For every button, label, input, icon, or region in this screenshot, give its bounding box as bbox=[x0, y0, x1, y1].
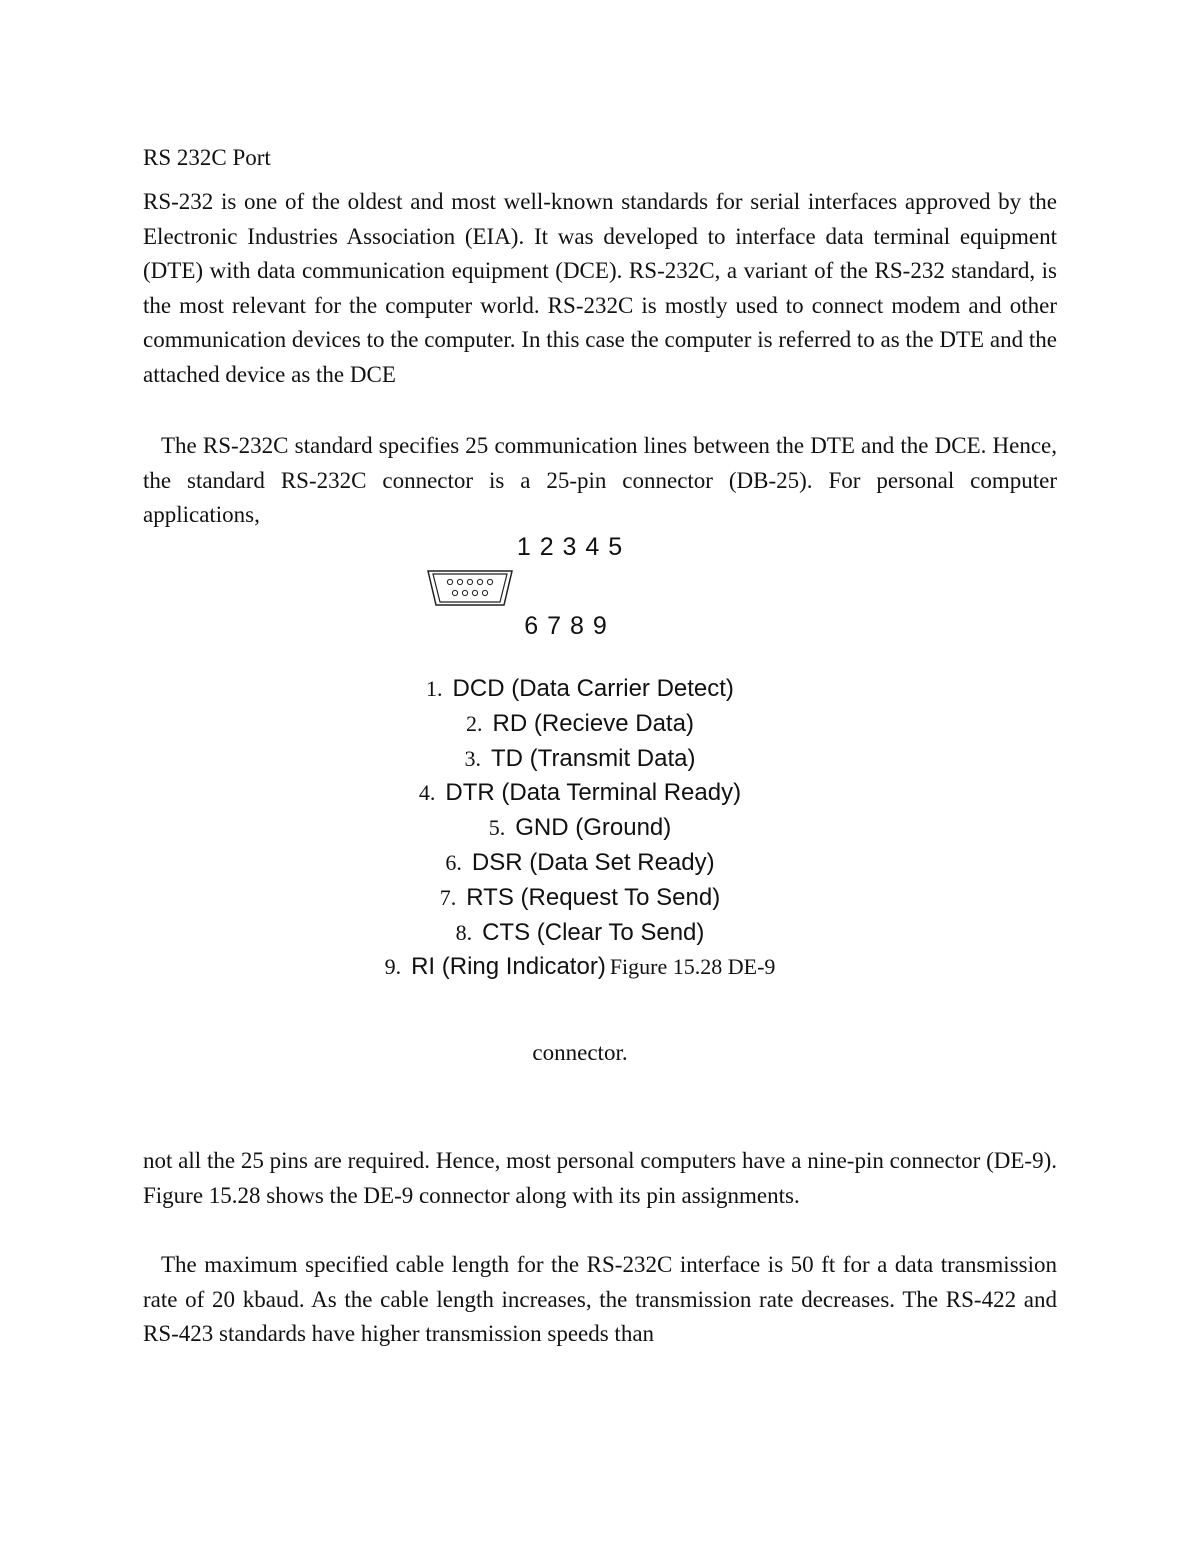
pin-numbers-top: 1 2 3 4 5 bbox=[516, 533, 624, 561]
list-item bbox=[160, 776, 1000, 811]
list-item-number: 2. bbox=[466, 710, 483, 736]
pin-hole bbox=[487, 579, 492, 584]
pin-numbers-bottom: 6 7 8 9 bbox=[524, 612, 608, 640]
list-item-number: 9. bbox=[384, 954, 402, 980]
pin-hole bbox=[447, 579, 452, 584]
paragraph-db25: The RS-232C standard specifies 25 communication lines between the DTE and the DCE. Hence, the standard RS-232C connector is a 25-pin connector (DB-25). For personal computer applications, bbox=[143, 433, 1057, 528]
list-item-number: 6. bbox=[445, 849, 462, 875]
connector-shell bbox=[428, 571, 512, 605]
pin-hole bbox=[472, 590, 477, 595]
figure-caption-continued: connector. bbox=[532, 1040, 628, 1065]
page-title: RS 232C Port bbox=[143, 145, 271, 170]
de9-connector-icon bbox=[424, 565, 516, 611]
list-item bbox=[160, 672, 1000, 707]
list-item-label: DTR (Data Terminal Ready) bbox=[445, 779, 742, 807]
connector-inner-shell bbox=[433, 574, 507, 602]
list-item-number: 7. bbox=[439, 884, 457, 910]
list-item-label: RI (Ring Indicator) bbox=[411, 953, 606, 981]
list-item-number: 8. bbox=[455, 919, 473, 945]
list-item-label: RTS (Request To Send) bbox=[466, 883, 721, 911]
list-item-label: CTS (Clear To Send) bbox=[482, 918, 705, 946]
pin-hole bbox=[482, 590, 487, 595]
list-item-label: TD (Transmit Data) bbox=[491, 744, 696, 772]
list-item-number: 3. bbox=[464, 745, 482, 771]
list-item bbox=[160, 742, 1000, 777]
list-item bbox=[160, 916, 1000, 951]
list-item-number: 5. bbox=[488, 815, 506, 841]
paragraph-intro: RS-232 is one of the oldest and most well-known standards for serial interfaces approved by the Electronic Industries Association (EIA). It was developed to interface data terminal equipment (DTE) with data communication equipment (DCE). RS-232C, a variant of the RS-232 standard, is the most relevant for the computer world. RS-232C is mostly used to connect modem and other communication devices to the computer. In this case the computer is referred to as the DTE and the attached device as the DCE bbox=[143, 189, 1057, 387]
list-item bbox=[160, 707, 1000, 742]
list-item-label: GND (Ground) bbox=[515, 814, 672, 842]
list-item bbox=[160, 881, 1000, 916]
list-item-label: RD (Recieve Data) bbox=[492, 709, 694, 737]
pin-assignment-list bbox=[160, 672, 1000, 985]
pin-hole bbox=[462, 590, 467, 595]
list-item bbox=[160, 846, 1000, 881]
figure-caption: Figure 15.28 DE-9 bbox=[609, 954, 776, 980]
pin-hole bbox=[452, 590, 457, 595]
pin-hole bbox=[457, 579, 462, 584]
paragraph-cable-length: The maximum specified cable length for the RS-232C interface is 50 ft for a data transmission rate of 20 kbaud. As the cable length increases, the transmission rate decreases. The RS-422 and RS-423 standards have higher transmission speeds than bbox=[143, 1252, 1057, 1347]
pin-hole bbox=[467, 579, 472, 584]
list-item bbox=[160, 811, 1000, 846]
list-item-number: 1. bbox=[426, 676, 443, 701]
pin-hole bbox=[477, 579, 482, 584]
list-item-label: DCD (Data Carrier Detect) bbox=[452, 675, 734, 702]
list-item-number: 4. bbox=[418, 780, 436, 806]
list-item-label: DSR (Data Set Ready) bbox=[471, 848, 715, 876]
list-item bbox=[160, 950, 1000, 985]
paragraph-de9: not all the 25 pins are required. Hence, most personal computers have a nine-pin connector (DE-9). Figure 15.28 shows the DE-9 connector along with its pin assignments. bbox=[143, 1148, 1057, 1208]
